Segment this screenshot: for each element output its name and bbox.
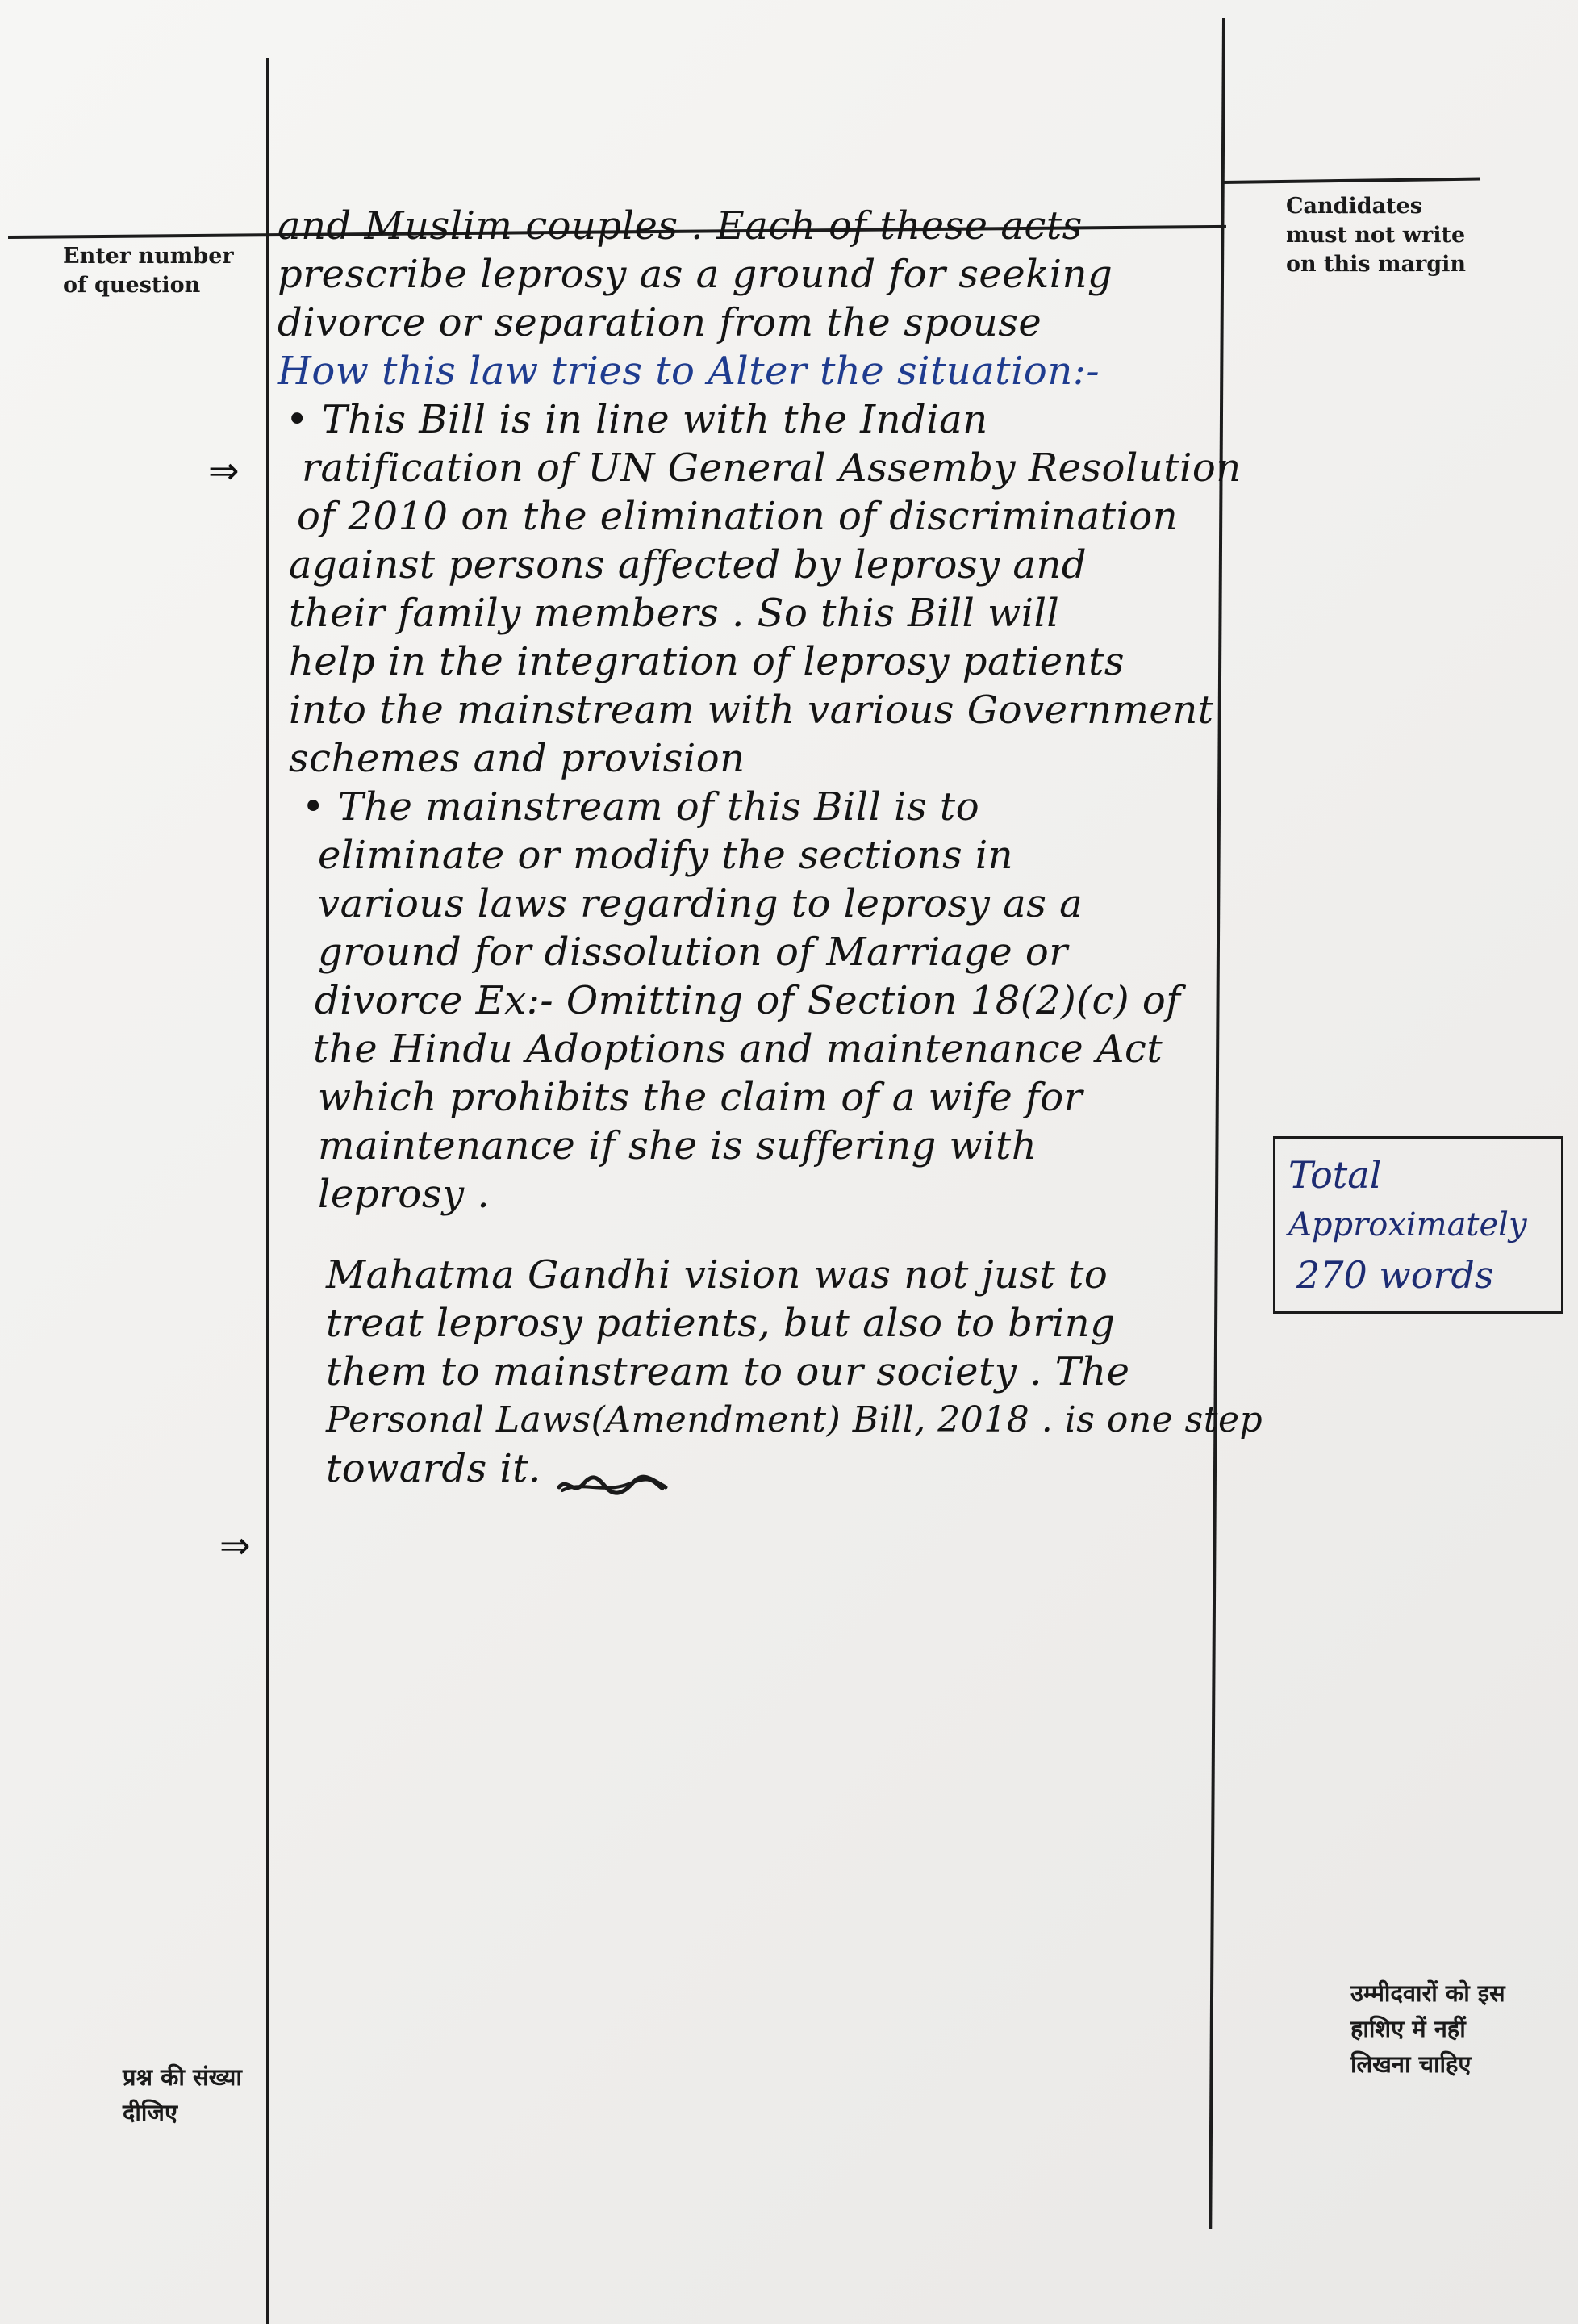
- left-margin-label-line: दीजिए: [123, 2099, 177, 2126]
- word-count-line: Approximately: [1288, 1206, 1527, 1244]
- arrow-marker: ⇒: [219, 1524, 251, 1567]
- left-margin-label-line: प्रश्न की संख्या: [123, 2063, 242, 2091]
- right-margin-label-line: on this margin: [1286, 252, 1467, 277]
- left-margin-rule: [266, 58, 269, 2324]
- right-margin-label-line: लिखना चाहिए: [1350, 2050, 1472, 2078]
- right-margin-label-line: हाशिए में नहीं: [1350, 2015, 1466, 2042]
- answer-line: into the mainstream with various Government: [289, 688, 1214, 733]
- answer-line: • The mainstream of this Bill is to: [302, 784, 980, 830]
- answer-gap: [274, 1218, 1315, 1251]
- answer-line: them to mainstream to our society . The: [326, 1349, 1130, 1394]
- word-count-line: 270 words: [1296, 1253, 1494, 1297]
- answer-line: Personal Laws(Amendment) Bill, 2018 . is one step: [326, 1399, 1263, 1440]
- left-margin-label-hi: [123, 2059, 242, 2130]
- answer-line: • This Bill is in line with the Indian: [286, 397, 988, 442]
- answer-final-line: [326, 1444, 1315, 1493]
- left-margin-label-line: Enter number: [63, 244, 234, 269]
- answer-line: which prohibits the claim of a wife for: [318, 1075, 1083, 1120]
- right-margin-label-line: Candidates: [1286, 194, 1422, 219]
- arrow-marker: ⇒: [208, 449, 240, 492]
- answer-line: ratification of UN General Assemby Resolution: [302, 445, 1242, 491]
- word-count-line: Total: [1288, 1153, 1382, 1197]
- answer-subheading: How this law tries to Alter the situation:-: [278, 349, 1100, 394]
- answer-line: against persons affected by leprosy and: [289, 542, 1087, 587]
- answer-line: Mahatma Gandhi vision was not just to: [326, 1252, 1108, 1298]
- answer-line: divorce Ex:- Omitting of Section 18(2)(c) of: [315, 978, 1181, 1023]
- answer-line: maintenance if she is suffering with: [318, 1123, 1037, 1168]
- answer-line: of 2010 on the elimination of discrimination: [297, 494, 1179, 539]
- right-margin-label-hi: [1350, 1975, 1505, 2082]
- answer-line: leprosy .: [318, 1172, 491, 1217]
- answer-line: help in the integration of leprosy patients: [289, 639, 1125, 684]
- left-margin-label-line: of question: [63, 273, 201, 298]
- scribble-mark-icon: [556, 1460, 669, 1484]
- word-count-box: [1273, 1136, 1563, 1314]
- answer-line: and Muslim couples . Each of these acts: [278, 203, 1083, 249]
- answer-line: the Hindu Adoptions and maintenance Act: [313, 1026, 1163, 1072]
- right-margin-label-line: must not write: [1286, 223, 1466, 248]
- answer-line: eliminate or modify the sections in: [318, 833, 1014, 878]
- header-rule-right: [1222, 178, 1480, 184]
- answer-line: divorce or separation from the spouse: [278, 300, 1042, 345]
- handwritten-answer: [274, 202, 1315, 1493]
- answer-line: various laws regarding to leprosy as a: [318, 881, 1083, 926]
- answer-line: their family members . So this Bill will: [289, 591, 1060, 636]
- answer-line: towards it.: [326, 1446, 541, 1491]
- answer-line: ground for dissolution of Marriage or: [318, 930, 1068, 975]
- answer-line: treat leprosy patients, but also to bring: [326, 1301, 1116, 1346]
- left-margin-label-en: [63, 242, 234, 300]
- right-margin-label-line: उम्मीदवारों को इस: [1350, 1979, 1505, 2007]
- answer-line: schemes and provision: [289, 736, 745, 781]
- answer-line: prescribe leprosy as a ground for seeking: [278, 252, 1113, 297]
